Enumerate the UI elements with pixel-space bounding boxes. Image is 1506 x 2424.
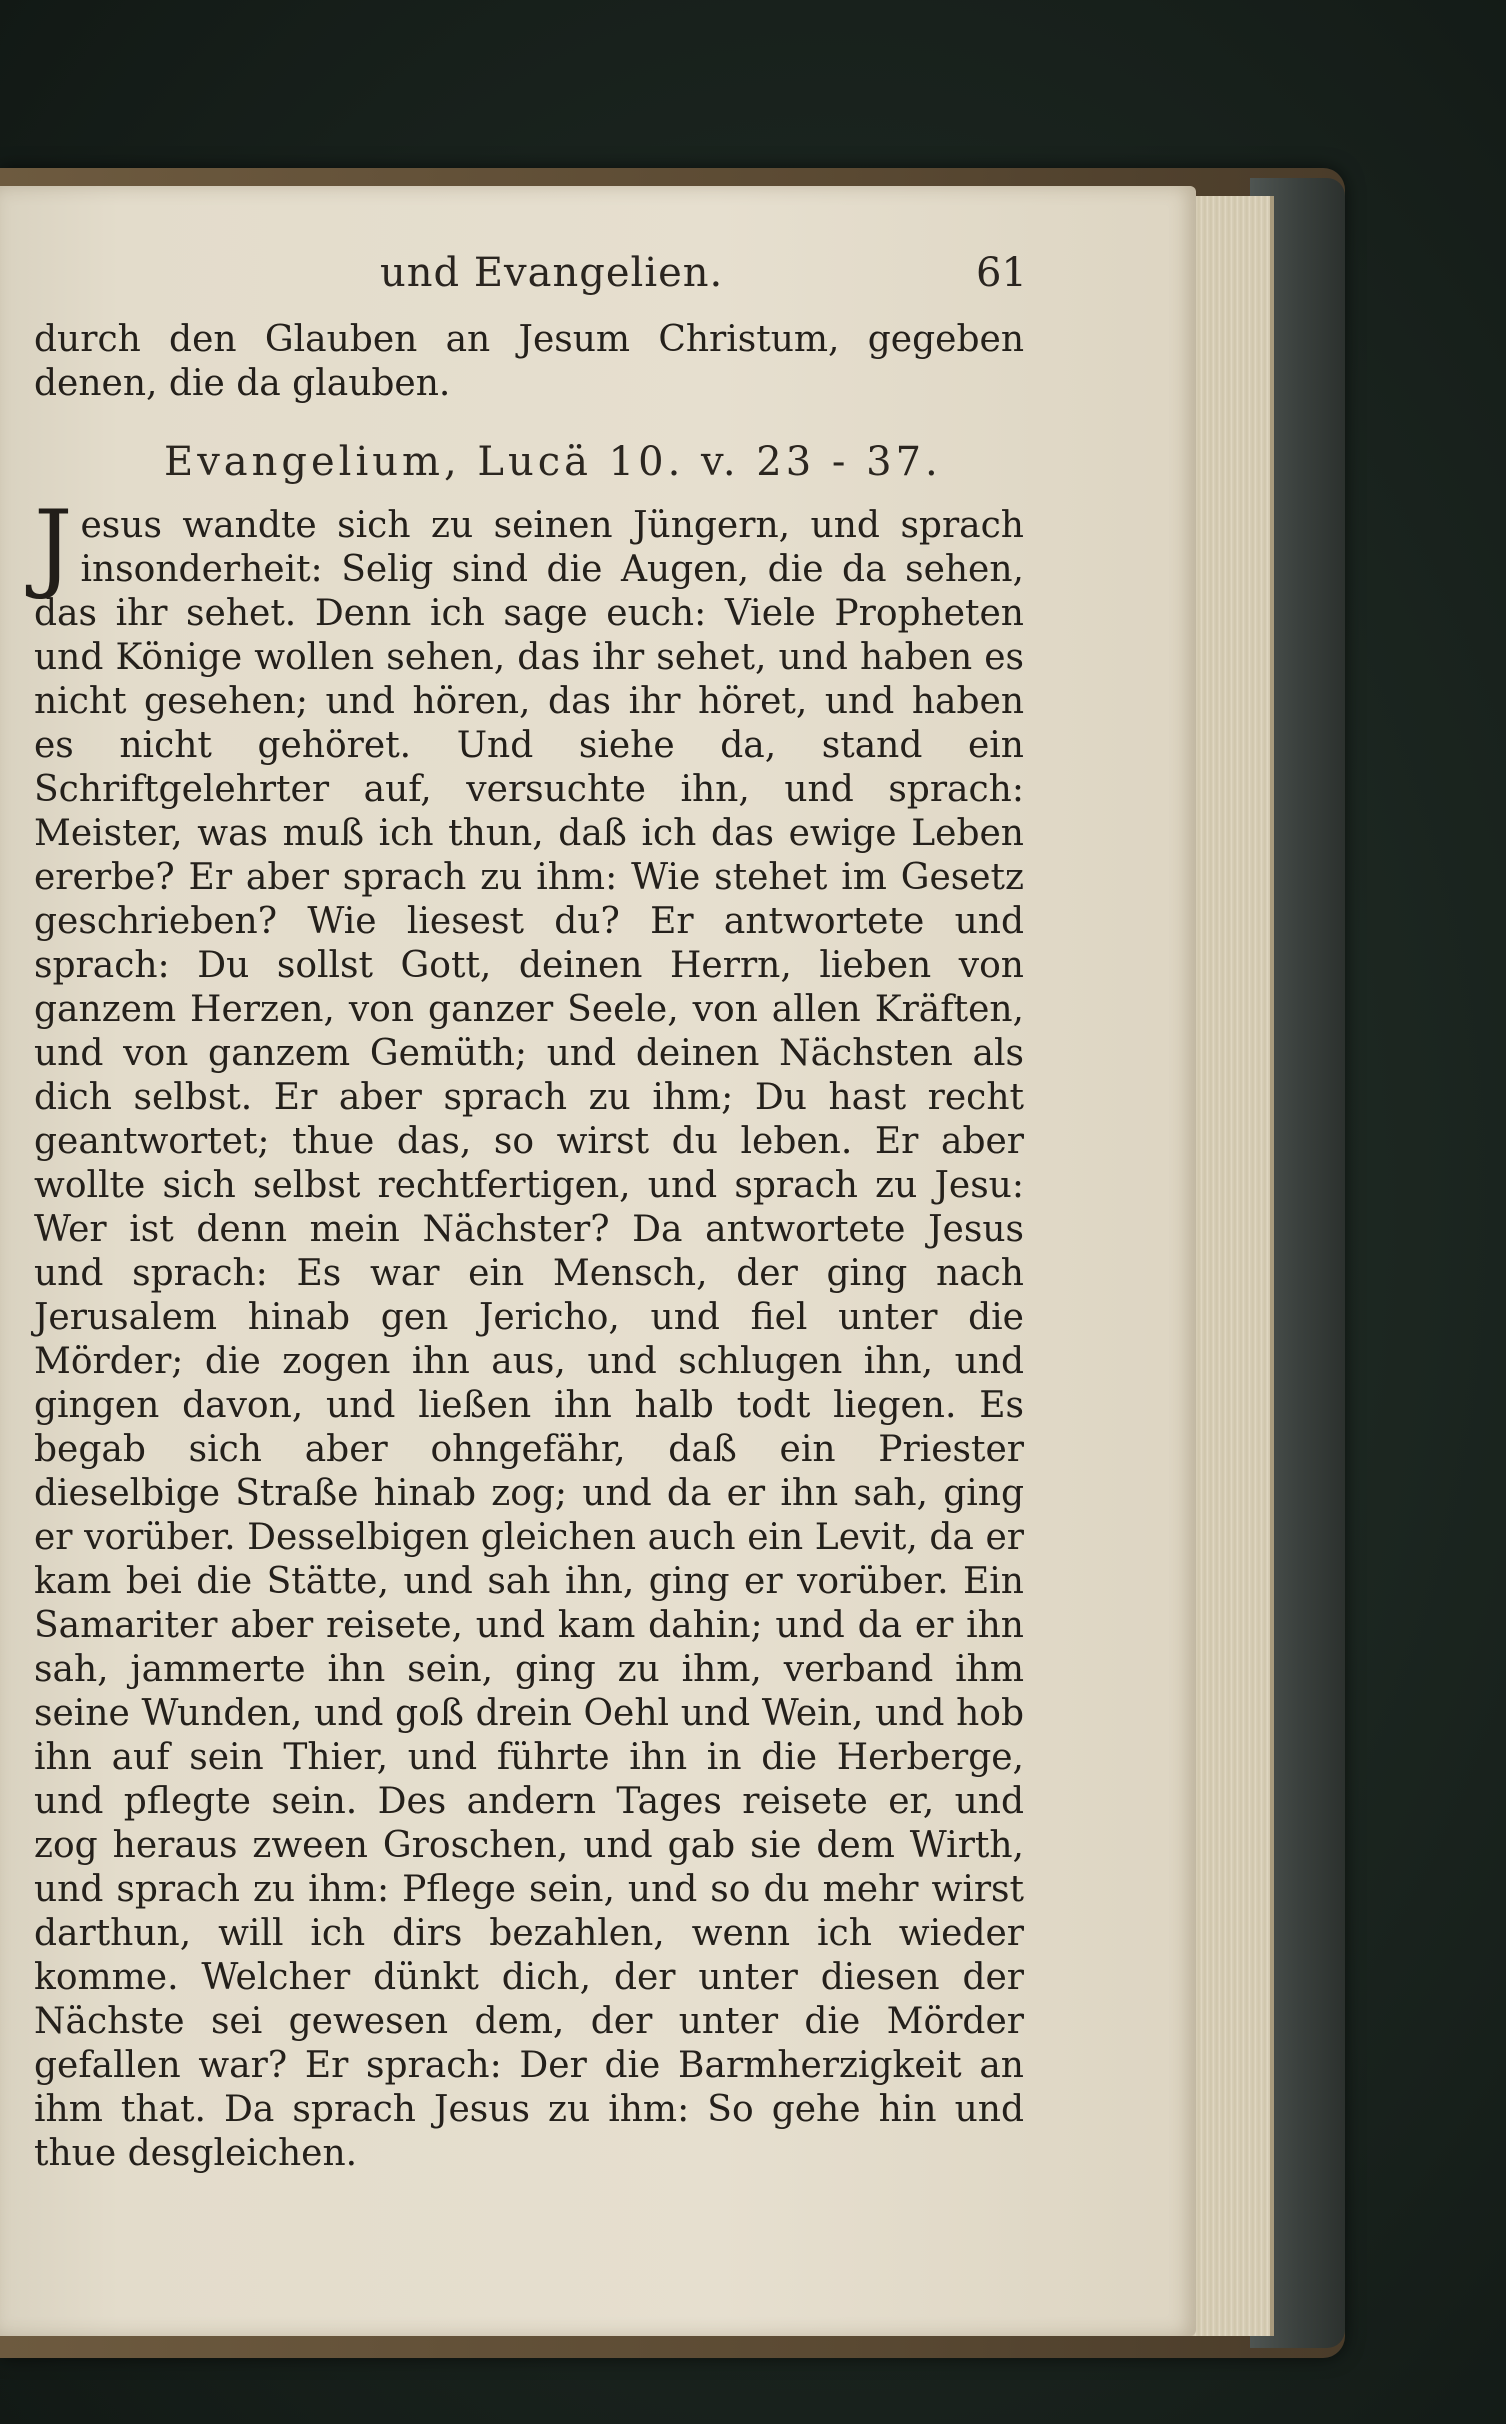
page-text [34,318,1024,2176]
gospel-text: esus wandte sich zu seinen Jüngern, und sprach insonderheit: Selig sind die Augen, die da sehen, das ihr sehet. Denn ich sage euch: Viele Propheten und Könige wollen sehen, das ihr sehet, und haben es nicht gesehen; und hören, das ihr höret, und haben es nicht gehöret. Und siehe da, stand ein Schriftgelehrter auf, versuchte ihn, und sprach: Meister, was muß ich thun, daß ich das ewige Leben ererbe? Er aber sprach zu ihm: Wie stehet im Gesetz geschrieben? Wie liesest du? Er antwortete und sprach: Du sollst Gott, deinen Herrn, lieben von ganzem Herzen, von ganzer Seele, von allen Kräften, und von ganzem Gemüth; und deinen Nächsten als dich selbst. Er aber sprach zu ihm; Du hast recht geantwortet; thue das, so wirst du leben. Er aber wollte sich selbst rechtfertigen, und sprach zu Jesu: Wer ist denn mein Nächster? Da antwortete Jesus und sprach: Es war ein Mensch, der ging nach Jerusalem hinab gen Jericho, und fiel unter die Mörder; die zogen ihn aus, und schlugen ihn, und gingen davon, und ließen ihn halb todt liegen. Es begab sich aber ohngefähr, daß ein Priester dieselbige Straße hinab zog; und da er ihn sah, ging er vorüber. Desselbigen gleichen auch ein Levit, da er kam bei die Stätte, und sah ihn, ging er vorüber. Ein Samariter aber reisete, und kam dahin; und da er ihn sah, jammerte ihn sein, ging zu ihm, verband ihm seine Wunden, und goß drein Oehl und Wein, und hob ihn auf sein Thier, und führte ihn in die Herberge, und pflegte sein. Des andern Tages reisete er, und zog heraus zween Groschen, und gab sie dem Wirth, und sprach zu ihm: Pflege sein, und so du mehr wirst darthun, will ich dirs bezahlen, wenn ich wieder komme. Welcher dünkt dich, der unter diesen der Nächste sei gewesen dem, der unter die Mörder gefallen war? Er sprach: Der die Barmherzigkeit an ihm that. Da sprach Jesus zu ihm: So gehe hin und thue desgleichen. [34,505,1024,2174]
gospel-paragraph [34,490,1024,2176]
drop-initial: J [34,490,73,602]
running-head [0,246,1196,306]
gospel-heading: Evangelium, Lucä 10. v. 23 - 37. [164,439,942,485]
continuation-paragraph: durch den Glauben an Jesum Christum, gegeben denen, die da glauben. [34,319,1024,404]
page-number: 61 [976,250,1027,296]
running-head-title: und Evangelien. [380,250,724,296]
gospel-body [34,490,1024,2176]
